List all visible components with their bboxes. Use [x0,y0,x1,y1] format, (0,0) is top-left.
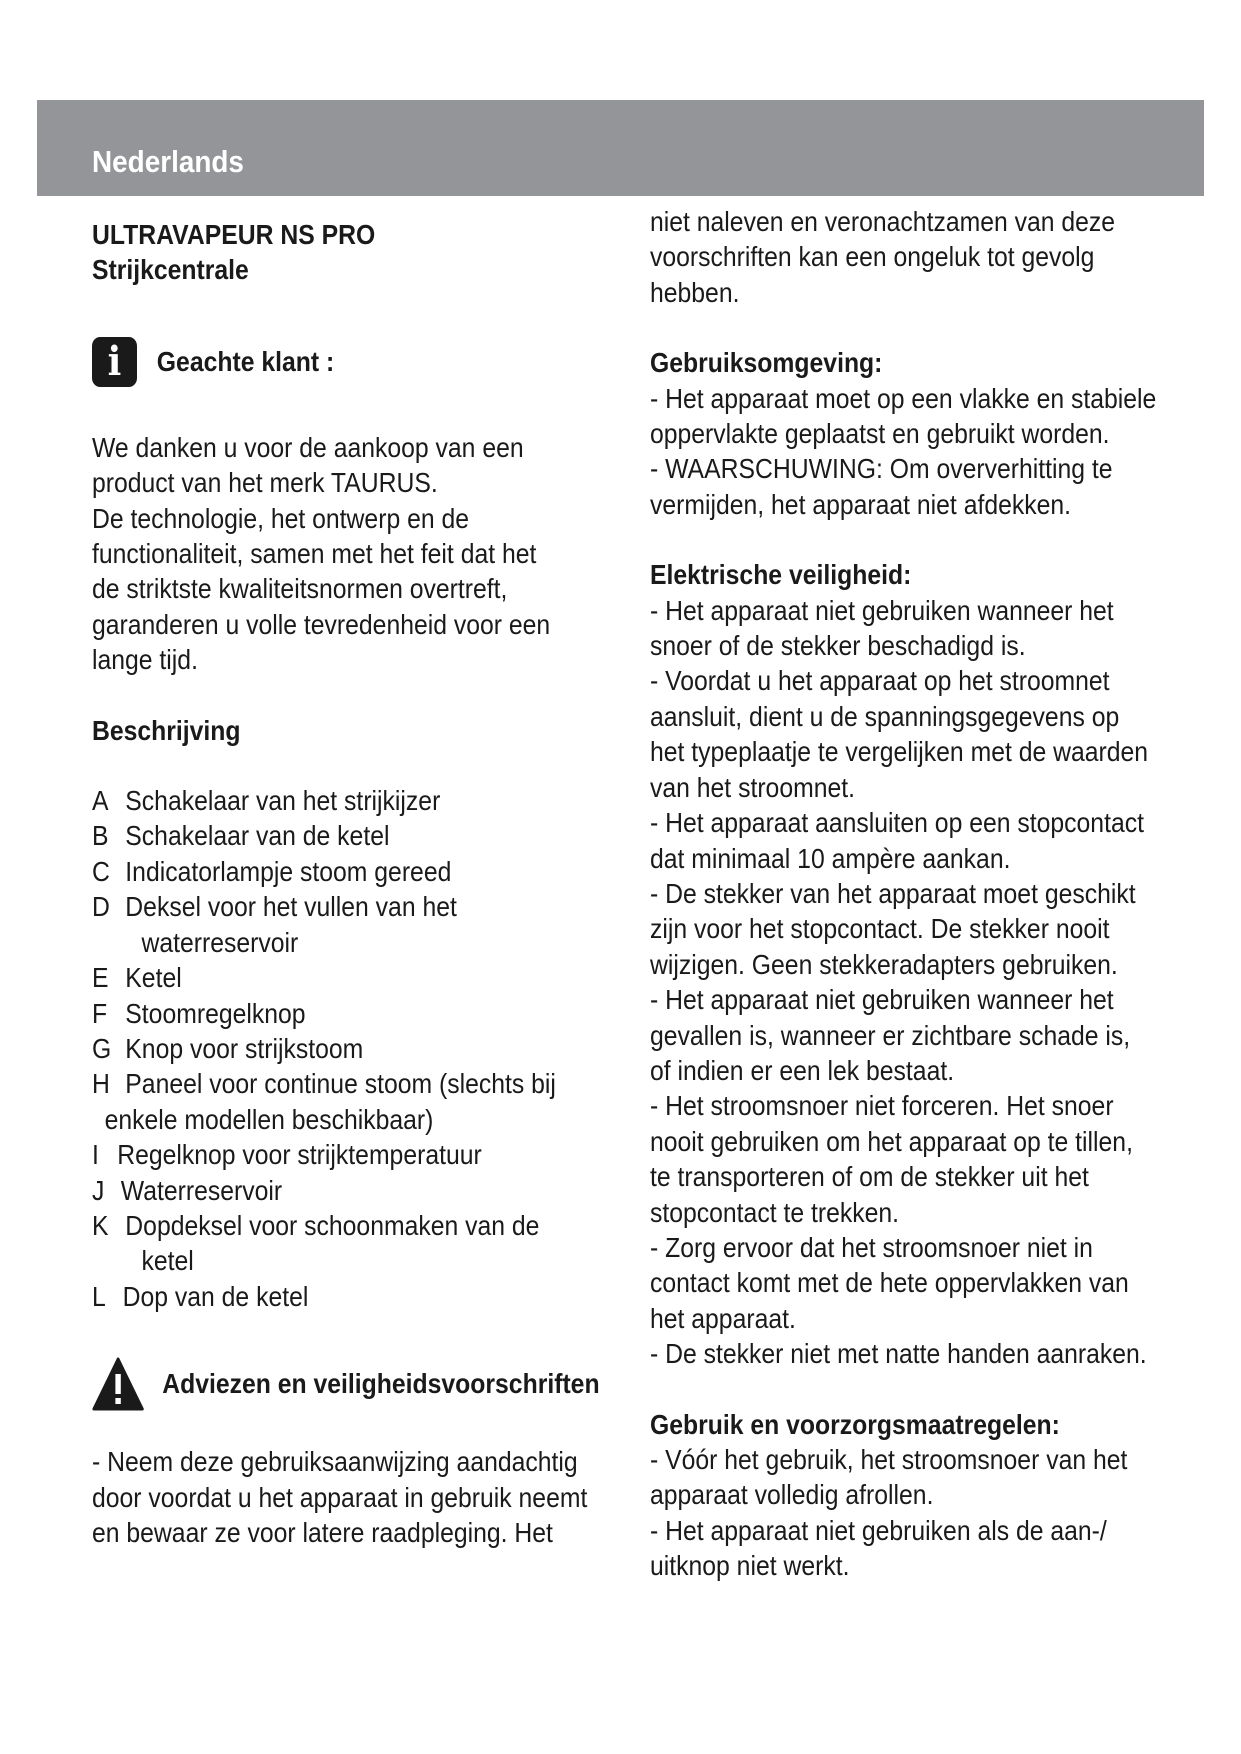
language-header [37,100,1204,196]
safety-line: hebben. [650,276,740,308]
environment-line: vermijden, het apparaat niet afdekken. [650,488,1072,520]
safety-heading-row [92,1354,632,1414]
safety-intro-continued [650,204,1163,310]
list-item: I Regelknop voor strijktemperatuur [92,1139,482,1171]
environment-heading: Gebruiksomgeving: [650,347,883,379]
electrical-line: - Voordat u het apparaat op het stroomnet [650,665,1110,697]
electrical-heading: Elektrische veiligheid: [650,559,912,591]
usage-text [650,1442,1163,1584]
electrical-line: - De stekker niet met natte handen aanraken. [650,1338,1147,1370]
usage-line: - Vóór het gebruik, het stroomsnoer van het [650,1444,1128,1475]
product-type: Strijkcentrale [92,254,249,286]
safety-line: - Neem deze gebruiksaanwijzing aandachtig [92,1446,578,1478]
safety-intro [92,1444,632,1550]
greeting-text [92,430,632,678]
list-item: L Dop van de ketel [92,1280,309,1312]
list-item: C Indicatorlampje stoom gereed [92,855,452,887]
greeting-line: lange tijd. [92,644,198,676]
left-column [92,217,632,1550]
electrical-line: snoer of de stekker beschadigd is. [650,630,1026,662]
info-icon: i [92,337,137,387]
list-item: B Schakelaar van de ketel [92,820,390,852]
safety-line: voorschriften kan een ongeluk tot gevolg [650,241,1095,273]
electrical-line: - Het stroomsnoer niet forceren. Het snoer [650,1090,1114,1122]
environment-line: oppervlakte geplaatst en gebruikt worden. [650,418,1110,450]
electrical-line: - Het apparaat niet gebruiken wanneer het [650,594,1114,626]
list-item: A Schakelaar van het strijkijzer [92,785,441,817]
greeting-line: garanderen u volle tevredenheid voor een [92,608,551,640]
product-name: ULTRAVAPEUR NS PRO [92,219,376,250]
electrical-text [650,593,1163,1372]
electrical-line: nooit gebruiken om het apparaat op te tillen, [650,1125,1133,1157]
environment-text [650,381,1163,523]
greeting-line: functionaliteit, samen met het feit dat het [92,538,537,570]
electrical-line: het typeplaatje te vergelijken met de waarden [650,736,1149,768]
electrical-line: wijzigen. Geen stekkeradapters gebruiken. [650,948,1118,980]
warning-icon [92,1357,144,1411]
electrical-line: - Zorg ervoor dat het stroomsnoer niet in [650,1231,1093,1263]
electrical-line: het apparaat. [650,1302,796,1334]
environment-line: - Het apparaat moet op een vlakke en stabiele [650,382,1157,414]
usage-line: uitknop niet werkt. [650,1550,850,1582]
usage-line: - Het apparaat niet gebruiken als de aan-/ [650,1514,1107,1546]
greeting-line: De technologie, het ontwerp en de [92,502,470,534]
safety-line: en bewaar ze voor latere raadpleging. Het [92,1516,553,1548]
electrical-line: - De stekker van het apparaat moet geschikt [650,877,1136,909]
list-item: G Knop voor strijkstoom [92,1032,364,1064]
electrical-line: zijn voor het stopcontact. De stekker nooit [650,913,1110,945]
electrical-line: contact komt met de hete oppervlakken van [650,1267,1129,1299]
language-title: Nederlands [92,144,244,179]
list-item-continuation: waterreservoir [141,926,299,958]
electrical-line: stopcontact te trekken. [650,1196,900,1228]
safety-line: niet naleven en veronachtzamen van deze [650,206,1116,237]
greeting-line: product van het merk TAURUS. [92,467,438,499]
usage-heading: Gebruik en voorzorgsmaatregelen: [650,1408,1060,1440]
list-item: K Dopdeksel voor schoonmaken van de [92,1209,540,1241]
list-item-continuation: ketel [141,1245,194,1277]
list-item: F Stoomregelknop [92,997,306,1029]
electrical-line: - Het apparaat niet gebruiken wanneer het [650,984,1114,1016]
list-item: E Ketel [92,962,182,994]
electrical-line: of indien er een lek bestaat. [650,1054,955,1086]
greeting-heading-row [92,332,632,392]
electrical-line: gevallen is, wanneer er zichtbare schade is, [650,1019,1131,1051]
electrical-line: van het stroomnet. [650,771,855,803]
safety-heading: Adviezen en veiligheidsvoorschriften [162,1368,600,1400]
electrical-line: dat minimaal 10 ampère aankan. [650,842,1011,874]
list-item: D Deksel voor het vullen van het [92,891,457,923]
list-item: J Waterreservoir [92,1174,283,1206]
description-heading: Beschrijving [92,714,241,746]
greeting-line: de striktste kwaliteitsnormen overtreft, [92,573,508,605]
greeting-line: We danken u voor de aankoop van een [92,431,524,463]
greeting-heading: Geachte klant : [156,346,335,378]
right-column [650,204,1163,1584]
environment-line: - WAARSCHUWING: Om oververhitting te [650,453,1113,485]
electrical-line: te transporteren of om de stekker uit het [650,1161,1089,1193]
usage-line: apparaat volledig afrollen. [650,1479,934,1511]
electrical-line: - Het apparaat aansluiten op een stopcontact [650,807,1144,839]
description-list [92,783,632,1314]
list-item-continuation: enkele modellen beschikbaar) [104,1103,434,1135]
safety-line: door voordat u het apparaat in gebruik neemt [92,1481,588,1513]
electrical-line: aansluit, dient u de spanningsgegevens op [650,700,1120,732]
list-item: H Paneel voor continue stoom (slechts bij [92,1068,556,1100]
